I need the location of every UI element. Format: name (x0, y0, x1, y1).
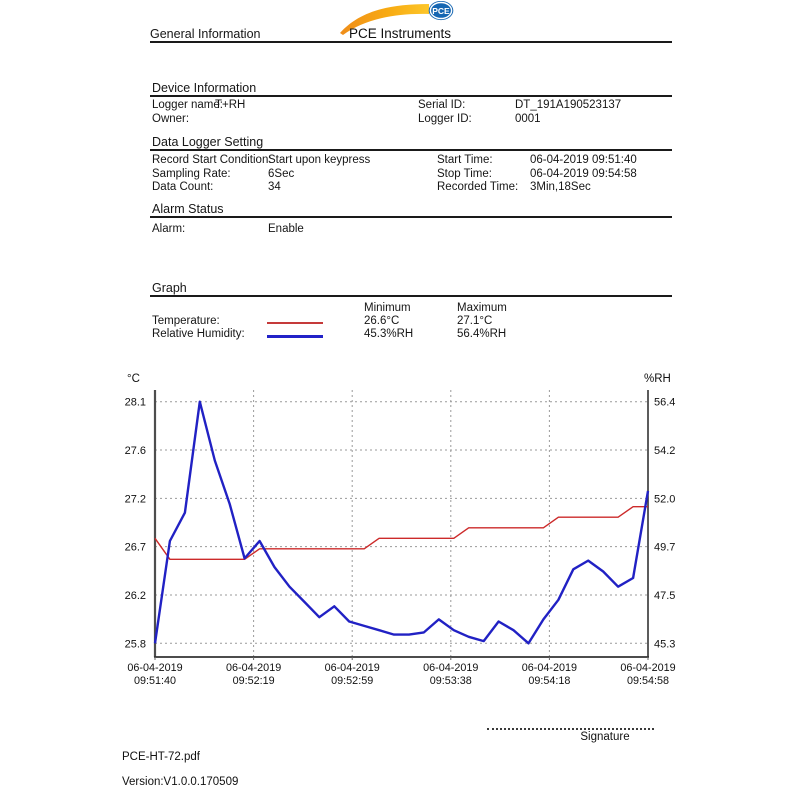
section-rule (150, 149, 672, 151)
x-axis-tick-time: 09:54:58 (626, 675, 670, 687)
left-axis-tick: 28.1 (124, 396, 146, 409)
field-label: Sampling Rate: (152, 168, 231, 180)
right-axis-tick: 45.3 (654, 638, 676, 651)
field-value: Start upon keypress (268, 154, 371, 166)
left-axis-tick: 26.2 (124, 589, 146, 602)
signature-label: Signature (580, 731, 630, 743)
section-rule (150, 95, 672, 97)
field-value: T+RH (215, 99, 246, 111)
left-axis-tick: 26.7 (124, 541, 146, 554)
x-axis-tick-time: 09:52:19 (232, 675, 275, 687)
alarm-row (0, 223, 800, 237)
right-axis-unit: %RH (644, 373, 671, 385)
legend-row-humidity (0, 328, 800, 342)
right-axis-tick: 49.7 (654, 541, 676, 554)
graph-heading: Graph (152, 281, 187, 295)
x-axis-tick-date: 06-04-2019 (423, 662, 479, 674)
field-value: 3Min,18Sec (530, 181, 591, 193)
minimum-header: Minimum (364, 302, 411, 314)
left-axis-tick: 27.2 (124, 493, 146, 506)
alarm-status-heading: Alarm Status (152, 202, 224, 216)
x-axis-tick-time: 09:54:18 (528, 675, 571, 687)
series-minimum: 26.6°C (364, 315, 400, 327)
left-axis-unit: °C (127, 373, 140, 385)
right-axis-tick: 54.2 (654, 445, 676, 458)
x-axis-tick-date: 06-04-2019 (521, 662, 578, 674)
field-value: DT_191A190523137 (515, 99, 622, 111)
field-label: Alarm: (152, 223, 186, 235)
field-value: 34 (268, 181, 281, 193)
page-title: General Information (150, 27, 261, 41)
file-name: PCE-HT-72.pdf (122, 751, 200, 763)
legend-header-row (0, 302, 800, 316)
section-rule (150, 295, 672, 297)
field-value: 0001 (515, 113, 541, 125)
field-value: 06-04-2019 09:51:40 (530, 154, 637, 166)
x-axis-tick-date: 06-04-2019 (324, 662, 380, 674)
x-axis-tick-date: 06-04-2019 (225, 662, 282, 674)
logo-badge-text: PCE (432, 6, 450, 16)
right-axis-tick: 47.5 (654, 589, 676, 602)
data-logger-setting-heading: Data Logger Setting (152, 135, 264, 149)
series-label: Temperature: (152, 315, 220, 327)
field-label: Record Start Condition: (152, 154, 272, 166)
series-maximum: 56.4%RH (457, 328, 507, 340)
device-info-row (0, 99, 800, 113)
setting-row (0, 154, 800, 168)
left-axis-tick: 27.6 (124, 445, 146, 458)
series-maximum: 27.1°C (457, 315, 493, 327)
field-label: Start Time: (437, 154, 493, 166)
maximum-header: Maximum (457, 302, 507, 314)
setting-row (0, 168, 800, 182)
x-axis-tick-time: 09:53:38 (429, 675, 472, 687)
humidity-line-swatch (267, 335, 323, 338)
header-rule (150, 41, 672, 43)
field-label: Stop Time: (437, 168, 492, 180)
legend-row-temperature (0, 315, 800, 329)
x-axis-tick-time: 09:51:40 (133, 675, 177, 687)
version-label: Version:V1.0.0.170509 (122, 776, 239, 788)
field-value: 06-04-2019 09:54:58 (530, 168, 637, 180)
device-information-heading: Device Information (152, 81, 257, 95)
brand-name: PCE Instruments (349, 26, 452, 41)
relative-humidity-line (155, 402, 648, 644)
left-axis-tick: 25.8 (124, 638, 146, 651)
x-axis-tick-time: 09:52:59 (331, 675, 374, 687)
x-axis-tick-date: 06-04-2019 (620, 662, 676, 674)
field-label: Serial ID: (418, 99, 466, 111)
setting-row (0, 181, 800, 195)
series-label: Relative Humidity: (152, 328, 245, 340)
field-value: Enable (268, 223, 304, 235)
series-minimum: 45.3%RH (364, 328, 414, 340)
field-value: 6Sec (268, 168, 295, 180)
field-label: Recorded Time: (437, 181, 519, 193)
device-info-row (0, 113, 800, 127)
right-axis-tick: 52.0 (654, 493, 676, 506)
field-label: Data Count: (152, 181, 214, 193)
temperature-line-swatch (267, 322, 323, 324)
field-label: Owner: (152, 113, 190, 125)
field-label: Logger name: (152, 99, 223, 111)
x-axis-tick-date: 06-04-2019 (127, 662, 183, 674)
section-rule (150, 216, 672, 218)
right-axis-tick: 56.4 (654, 396, 676, 409)
signature-line (487, 728, 654, 730)
temperature-line (155, 507, 648, 560)
field-label: Logger ID: (418, 113, 472, 125)
